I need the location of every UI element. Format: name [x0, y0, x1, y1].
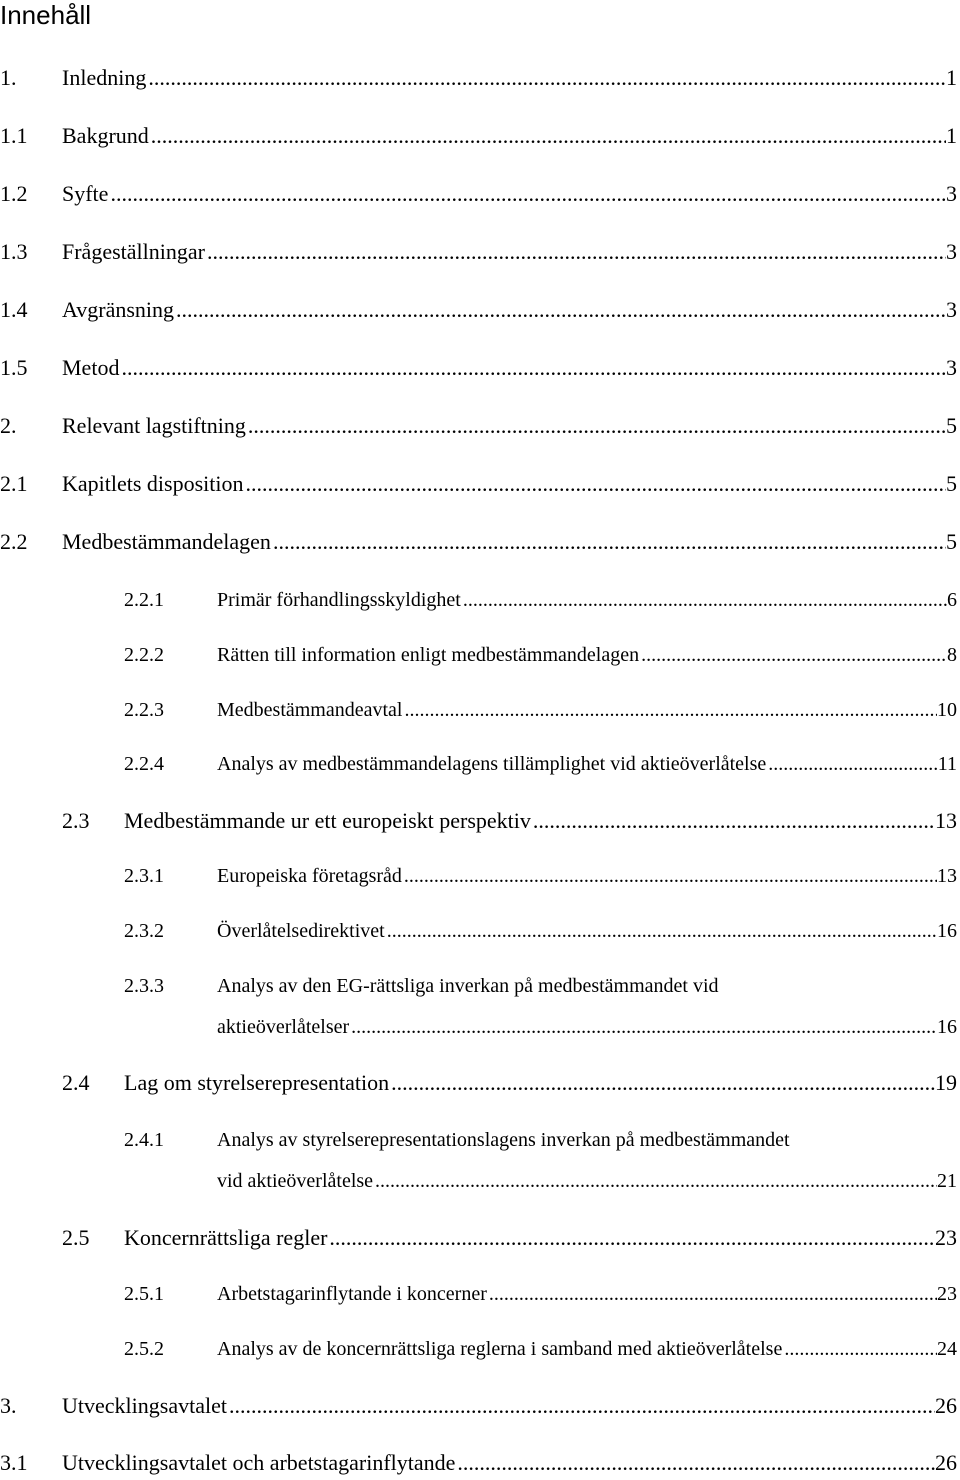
toc-title: aktieöverlåtelser: [217, 1016, 350, 1038]
dot-leader: [108, 181, 946, 207]
toc-title: Utvecklingsavtalet: [62, 1393, 227, 1418]
toc-title: vid aktieöverlåtelse: [217, 1170, 374, 1192]
toc-title: Relevant lagstiftning: [62, 413, 246, 438]
dot-leader: [174, 297, 946, 323]
toc-entry[interactable]: [217, 1169, 957, 1193]
toc-entry[interactable]: [0, 1393, 957, 1419]
toc-title: Rätten till information enligt medbestämmandelagen: [217, 644, 640, 666]
toc-title: Metod: [62, 355, 120, 380]
dot-leader: [119, 355, 946, 381]
toc-title: Inledning: [62, 65, 147, 90]
toc-number: 2.5: [62, 1225, 90, 1250]
toc-title: Kapitlets disposition: [62, 471, 244, 496]
toc-title: Bakgrund: [62, 123, 149, 148]
dot-leader: [244, 471, 947, 497]
toc-page-number: 21: [937, 1170, 957, 1192]
toc-page-number: 16: [937, 1016, 957, 1038]
toc-page-number: 5: [946, 413, 957, 438]
dot-leader: [766, 752, 937, 776]
toc-page-number: 19: [935, 1070, 957, 1095]
toc-page-number: 1: [946, 123, 957, 148]
toc-number: 2.2.4: [124, 753, 164, 775]
toc-number: 2.2: [0, 529, 28, 554]
toc-page-number: 1: [946, 65, 957, 90]
toc-page-number: 23: [937, 1283, 957, 1305]
dot-leader: [402, 864, 937, 888]
toc-page-number: 16: [937, 920, 957, 942]
toc-page-number: 26: [935, 1393, 957, 1418]
toc-title-first-line: Analys av den EG-rättsliga inverkan på medbestämmandet vid: [217, 975, 719, 997]
toc-number: 1.5: [0, 355, 28, 380]
toc-title: Analys av medbestämmandelagens tillämplighet vid aktieöverlåtelse: [217, 753, 767, 775]
toc-entry[interactable]: [0, 529, 957, 555]
dot-leader: [271, 529, 946, 555]
dot-leader: [639, 643, 947, 667]
toc-entry[interactable]: [124, 588, 957, 612]
dot-leader: [327, 1225, 935, 1251]
dot-leader: [227, 1393, 935, 1419]
toc-title: Överlåtelsedirektivet: [217, 920, 385, 942]
toc-page-number: 13: [937, 865, 957, 887]
toc-number: 2.3.2: [124, 920, 164, 942]
toc-number: 2.3: [62, 808, 90, 833]
toc-number: 2.2.1: [124, 589, 164, 611]
dot-leader: [146, 65, 946, 91]
toc-number: 2.1: [0, 471, 28, 496]
toc-title: Avgränsning: [62, 297, 175, 322]
toc-number: 2.3.1: [124, 865, 164, 887]
toc-entry[interactable]: [0, 181, 957, 207]
dot-leader: [385, 919, 937, 943]
dot-leader: [246, 413, 946, 439]
toc-title: Primär förhandlingsskyldighet: [217, 589, 461, 611]
toc-title: Medbestämmande ur ett europeiskt perspektiv: [124, 808, 531, 833]
toc-title: Analys av de koncernrättsliga reglerna i samband med aktieöverlåtelse: [217, 1338, 783, 1360]
toc-page-number: 10: [937, 699, 957, 721]
toc-number: 2.2.2: [124, 644, 164, 666]
toc-entry[interactable]: [124, 643, 957, 667]
toc-number: 1.3: [0, 239, 28, 264]
dot-leader: [531, 808, 935, 834]
toc-number: 1.2: [0, 181, 28, 206]
toc-entry-first-line[interactable]: [124, 1128, 790, 1152]
toc-number: 1.: [0, 65, 17, 90]
dot-leader: [487, 1282, 937, 1306]
toc-entry[interactable]: [62, 1070, 957, 1096]
dot-leader: [349, 1015, 937, 1039]
dot-leader: [205, 239, 946, 265]
dot-leader: [403, 698, 938, 722]
toc-entry[interactable]: [0, 239, 957, 265]
toc-entry[interactable]: [124, 752, 957, 776]
dot-leader: [782, 1337, 937, 1361]
toc-number: 2.5.2: [124, 1338, 164, 1360]
toc-page-number: 5: [946, 471, 957, 496]
toc-title-first-line: Analys av styrelserepresentationslagens inverkan på medbestämmandet: [217, 1129, 790, 1151]
toc-title: Lag om styrelserepresentation: [124, 1070, 390, 1095]
toc-heading: Innehåll: [0, 0, 92, 30]
toc-page-number: 23: [935, 1225, 957, 1250]
toc-page-number: 13: [935, 808, 957, 833]
toc-entry[interactable]: [0, 471, 957, 497]
toc-number: 2.: [0, 413, 17, 438]
toc-entry[interactable]: [124, 698, 957, 722]
toc-number: 2.5.1: [124, 1283, 164, 1305]
toc-title: Europeiska företagsråd: [217, 865, 402, 887]
toc-page-number: 5: [946, 529, 957, 554]
toc-title: Koncernrättsliga regler: [124, 1225, 328, 1250]
toc-number: 3.1: [0, 1450, 28, 1475]
toc-page-number: 6: [947, 589, 957, 611]
dot-leader: [455, 1450, 935, 1476]
toc-entry[interactable]: [62, 1225, 957, 1251]
toc-page-number: 8: [947, 644, 957, 666]
toc-page-number: 3: [946, 297, 957, 322]
toc-number: 3.: [0, 1393, 17, 1418]
toc-entry[interactable]: [0, 297, 957, 323]
dot-leader: [149, 123, 946, 149]
dot-leader: [389, 1070, 935, 1096]
toc-entry[interactable]: [0, 355, 957, 381]
toc-page-number: 3: [946, 355, 957, 380]
dot-leader: [373, 1169, 937, 1193]
toc-entry[interactable]: [62, 808, 957, 834]
toc-entry[interactable]: [0, 1450, 957, 1476]
toc-title: Syfte: [62, 181, 109, 206]
toc-title: Utvecklingsavtalet och arbetstagarinflytande: [62, 1450, 456, 1475]
toc-entry[interactable]: [0, 413, 957, 439]
dot-leader: [461, 588, 947, 612]
toc-page-number: 3: [946, 239, 957, 264]
toc-title: Medbestämmandeavtal: [217, 699, 403, 721]
toc-number: 2.3.3: [124, 975, 164, 997]
toc-entry[interactable]: [0, 123, 957, 149]
toc-entry[interactable]: [0, 65, 957, 91]
toc-page-number: 11: [937, 753, 957, 775]
toc-entry[interactable]: [217, 1015, 957, 1039]
toc-entry[interactable]: [124, 1337, 957, 1361]
toc-page-number: 26: [935, 1450, 957, 1475]
toc-page-number: 24: [937, 1338, 957, 1360]
toc-entry[interactable]: [124, 864, 957, 888]
toc-entry[interactable]: [124, 1282, 957, 1306]
toc-number: 2.4: [62, 1070, 90, 1095]
toc-number: 1.1: [0, 123, 28, 148]
toc-title: Medbestämmandelagen: [62, 529, 271, 554]
toc-entry[interactable]: [124, 919, 957, 943]
toc-entry-first-line[interactable]: [124, 974, 719, 998]
toc-page-number: 3: [946, 181, 957, 206]
toc-title: Frågeställningar: [62, 239, 205, 264]
toc-number: 2.4.1: [124, 1129, 164, 1151]
toc-title: Arbetstagarinflytande i koncerner: [217, 1283, 487, 1305]
toc-number: 2.2.3: [124, 699, 164, 721]
toc-number: 1.4: [0, 297, 28, 322]
